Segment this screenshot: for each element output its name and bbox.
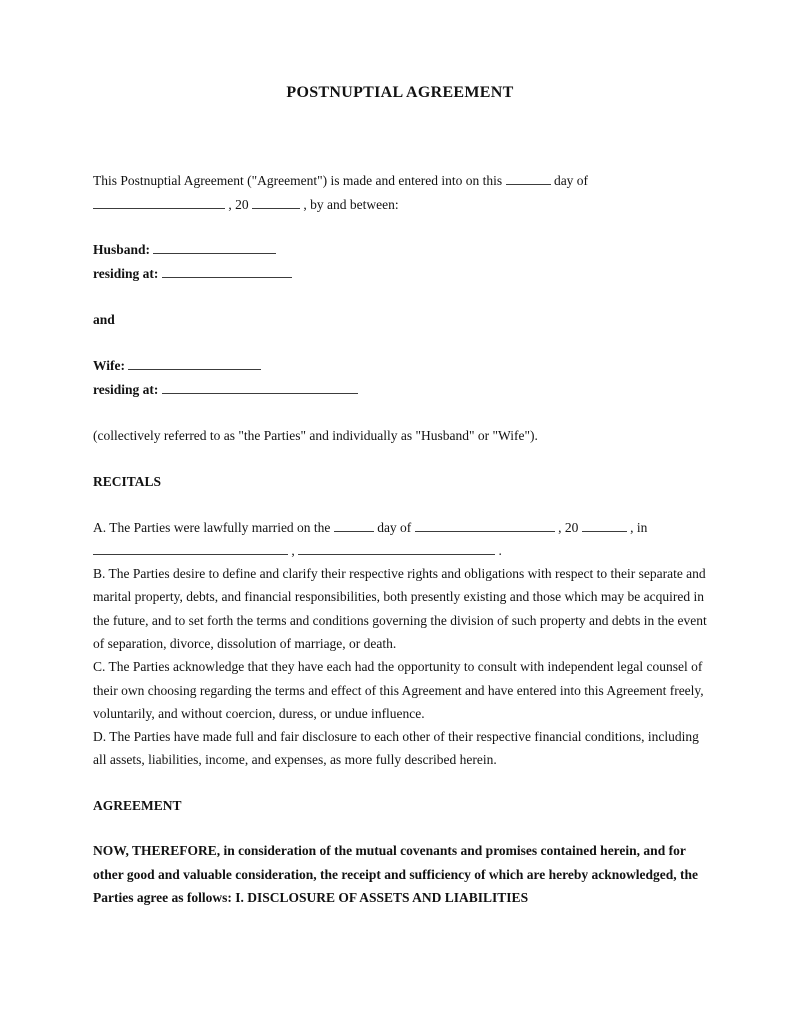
husband-residing-line [93,262,707,286]
wife-residing-label: residing at: [93,382,159,397]
intro-text-4: , by and between: [303,196,399,212]
husband-address-blank [162,266,292,278]
recitals-body [93,516,707,772]
recital-b: B. The Parties desire to define and clarify their respective rights and obligations with respect to their separate and marital property, debts, and financial responsibilities, both presently existing and those which may be acquired in the future, and to set forth the terms and conditions governing the division of such property and debts in the event of separation, divorce, dissolution of marriage, or death. [93,566,707,651]
recital-a-day-blank [334,520,374,532]
intro-text-2: day of [553,173,589,188]
wife-name-blank [128,358,261,370]
intro-text-3: , 20 [228,196,249,212]
document-title: POSTNUPTIAL AGREEMENT [286,84,514,101]
husband-name-line [93,238,707,262]
recital-a-city-blank [93,543,288,555]
wife-label: Wife: [93,358,125,373]
wife-address-blank [162,382,358,394]
wife-residing-line [93,378,707,402]
intro-month-blank [93,197,225,209]
intro-day-blank [506,173,551,185]
wife-block [93,354,707,402]
recital-a-year-blank [582,520,627,532]
recital-a-text-6: . [498,542,502,558]
intro-paragraph [93,169,707,216]
agreement-heading: AGREEMENT [93,797,182,813]
recital-c: C. The Parties acknowledge that they have each had the opportunity to consult with independent legal counsel of their own choosing regarding the terms and effect of this Agreement and have entered into this Agreement freely, voluntarily, and without coercion, duress, or undue influence. [93,659,704,721]
recital-a-text-1: A. The Parties were lawfully married on the [93,519,331,535]
recital-a-state-blank [298,543,495,555]
recitals-heading: RECITALS [93,474,162,489]
recital-a-month-blank [415,520,555,532]
husband-residing-label: residing at: [93,266,159,281]
recital-a-text-4: , in [630,519,648,535]
husband-name-blank [153,242,276,254]
recital-a-text-5: , [291,542,295,558]
wife-name-line [93,354,707,378]
recital-a-text-2: day of [377,519,412,535]
intro-text-1: This Postnuptial Agreement ("Agreement") is made and entered into on this [93,173,503,188]
now-therefore-paragraph: NOW, THEREFORE, in consideration of the mutual covenants and promises contained herein, and for other good and valuable consideration, the receipt and sufficiency of which are hereby acknowledged, the Parties agree as follows: I. DISCLOSURE OF ASSETS AND LIABILITIES [93,843,699,905]
recital-a-text-3: , 20 [558,519,579,535]
collective-note: (collectively referred to as "the Parties" and individually as "Husband" or "Wife"). [93,428,538,443]
intro-year-blank [252,197,300,209]
recital-d: D. The Parties have made full and fair disclosure to each other of their respective financial conditions, including all assets, liabilities, income, and expenses, as more fully described herein. [93,729,699,768]
husband-block [93,238,707,286]
husband-label: Husband: [93,242,151,257]
and-label: and [93,312,115,327]
recital-a [93,516,707,563]
and-separator [93,308,707,332]
